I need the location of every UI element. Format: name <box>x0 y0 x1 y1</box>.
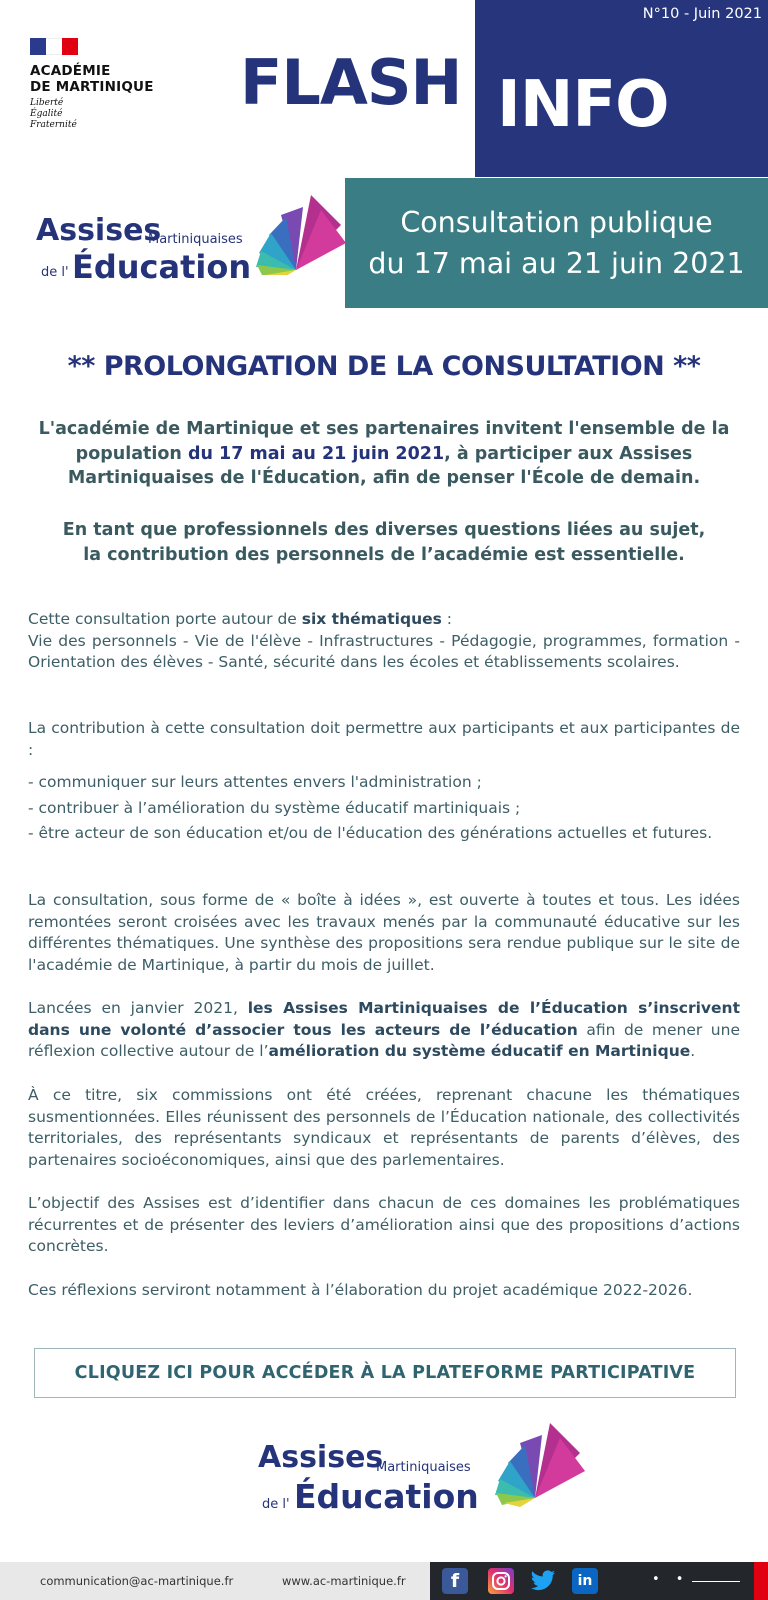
de-l-word: de l' <box>262 1497 290 1512</box>
themes-intro-a: Cette consultation porte autour de <box>28 610 302 628</box>
reflexions-paragraph: Ces réflexions serviront notamment à l’élaboration du projet académique 2022-2026. <box>28 1281 693 1299</box>
intro-p2-line2: la contribution des personnels de l’académie est essentielle. <box>83 544 685 565</box>
consultation-line1: Consultation publique <box>400 206 713 239</box>
instagram-icon[interactable] <box>488 1568 514 1594</box>
consultation-banner <box>345 178 768 308</box>
list-item: - communiquer sur leurs attentes envers l'administration ; <box>28 773 482 791</box>
info-block <box>475 0 768 177</box>
linkedin-icon[interactable]: in <box>572 1568 598 1594</box>
footer <box>0 1562 768 1600</box>
intro-p1-text-a: L'académie de Martinique et ses partenaires invitent l'ensemble de la population <box>38 419 730 464</box>
lancement-text-a: Lancées en janvier 2021, <box>28 999 248 1017</box>
assises-logo-top[interactable] <box>36 195 321 290</box>
intro-paragraph-2 <box>28 518 740 567</box>
assises-word: Assises <box>36 213 162 248</box>
twitter-icon[interactable] <box>530 1568 556 1594</box>
themes-count: six thématiques <box>301 610 442 628</box>
header <box>0 0 768 177</box>
plateforme-participative-link[interactable]: CLIQUEZ ICI POUR ACCÉDER À LA PLATEFORME PARTICIPATIVE <box>34 1348 736 1398</box>
themes-list: Vie des personnels - Vie de l'élève - Infrastructures - Pédagogie, programmes, formation - Orientation des élèves - Santé, sécurité dans les écoles et établissements scolaires. <box>28 631 740 671</box>
education-word: Éducation <box>294 1477 479 1516</box>
contribution-list <box>28 772 740 849</box>
issue-number: N°10 - Juin 2021 <box>642 6 762 22</box>
de-l-word: de l' <box>41 265 69 280</box>
themes-intro-b: : <box>441 610 452 628</box>
lancement-paragraph <box>28 998 740 1063</box>
list-item: - être acteur de son éducation et/ou de l'éducation des générations actuelles et futures. <box>28 824 713 842</box>
martiniquaises-word: Martiniquaises <box>376 1460 471 1475</box>
republic-motto <box>30 98 200 131</box>
objectif-paragraph: L’objectif des Assises est d’identifier dans chacun de ces domaines les problématiques récurrentes et de présenter des leviers d’amélioration ainsi que des propositions d’actions concrètes. <box>28 1194 740 1255</box>
academie-logo[interactable] <box>30 38 200 131</box>
assises-logo-bottom[interactable] <box>258 1418 558 1523</box>
dots-decoration: • • <box>652 1572 690 1587</box>
lancement-text-b: les Assises Martiniquaises de l’Éducation s’inscrivent dans une volonté d’associer tous les acteurs de l’éducation <box>28 999 740 1039</box>
assises-word: Assises <box>258 1440 384 1475</box>
line-decoration <box>692 1581 740 1582</box>
fan-book-icon <box>480 1418 590 1508</box>
facebook-icon[interactable]: f <box>442 1568 468 1594</box>
twitter-bird-glyph <box>530 1569 556 1593</box>
martiniquaises-word: Martiniquaises <box>148 232 243 247</box>
intro-dates: du 17 mai au 21 juin 2021 <box>187 443 445 464</box>
social-bar <box>430 1562 768 1600</box>
boite-a-idees-paragraph: La consultation, sous forme de « boîte à idées », est ouverte à toutes et tous. Les idées remontées seront croisées avec les travaux menés par la communauté éducative sur les différentes thématiques. Une synthèse des propositions sera rendue publique sur le site de l'académie de Martinique, à partir du mois de juillet. <box>28 891 740 974</box>
info-title: INFO <box>497 68 669 142</box>
flash-title: FLASH <box>240 46 462 119</box>
motto-fraternite: Fraternité <box>30 120 77 130</box>
contribution-paragraph: La contribution à cette consultation doit permettre aux participants et aux participantes de : <box>28 719 740 759</box>
list-item: - contribuer à l’amélioration du système éducatif martiniquais ; <box>28 798 521 817</box>
website-link[interactable]: www.ac-martinique.fr <box>282 1574 406 1588</box>
motto-liberte: Liberté <box>30 98 64 108</box>
french-flag-icon <box>30 38 78 55</box>
academie-name-line2: DE MARTINIQUE <box>30 79 154 95</box>
motto-egalite: Égalité <box>30 109 63 119</box>
intro-paragraph-1 <box>28 417 740 491</box>
prolongation-title: ** PROLONGATION DE LA CONSULTATION ** <box>67 351 701 382</box>
intro-p1-text-b: , à participer aux Assises Martiniquaises de l'Éducation, afin de penser l'École de demain. <box>67 443 701 488</box>
contact-email-link[interactable]: communication@ac-martinique.fr <box>40 1574 234 1588</box>
lancement-text-c: afin de mener une réflexion collective autour de l’ <box>28 1020 740 1060</box>
themes-paragraph <box>28 609 740 674</box>
intro-p2-line1: En tant que professionnels des diverses questions liées au sujet, <box>62 520 706 540</box>
consultation-line2: du 17 mai au 21 juin 2021 <box>368 247 745 280</box>
education-word: Éducation <box>72 248 252 286</box>
red-accent-bar <box>754 1562 768 1600</box>
fan-book-icon <box>241 195 351 275</box>
instagram-glyph <box>491 1571 511 1591</box>
lancement-text-e: . <box>690 1042 696 1060</box>
commissions-paragraph: À ce titre, six commissions ont été créées, reprenant chacune les thématiques susmentionnées. Elles réunissent des personnels de l’Éducation nationale, des collectivités territoriales, des représentants syndicaux et représentants de parents d’élèves, des partenaires socioéconomiques, ainsi que des parlementaires. <box>28 1086 740 1169</box>
lancement-text-d: amélioration du système éducatif en Martinique <box>268 1042 691 1060</box>
academie-name-line1: ACADÉMIE <box>30 63 111 79</box>
